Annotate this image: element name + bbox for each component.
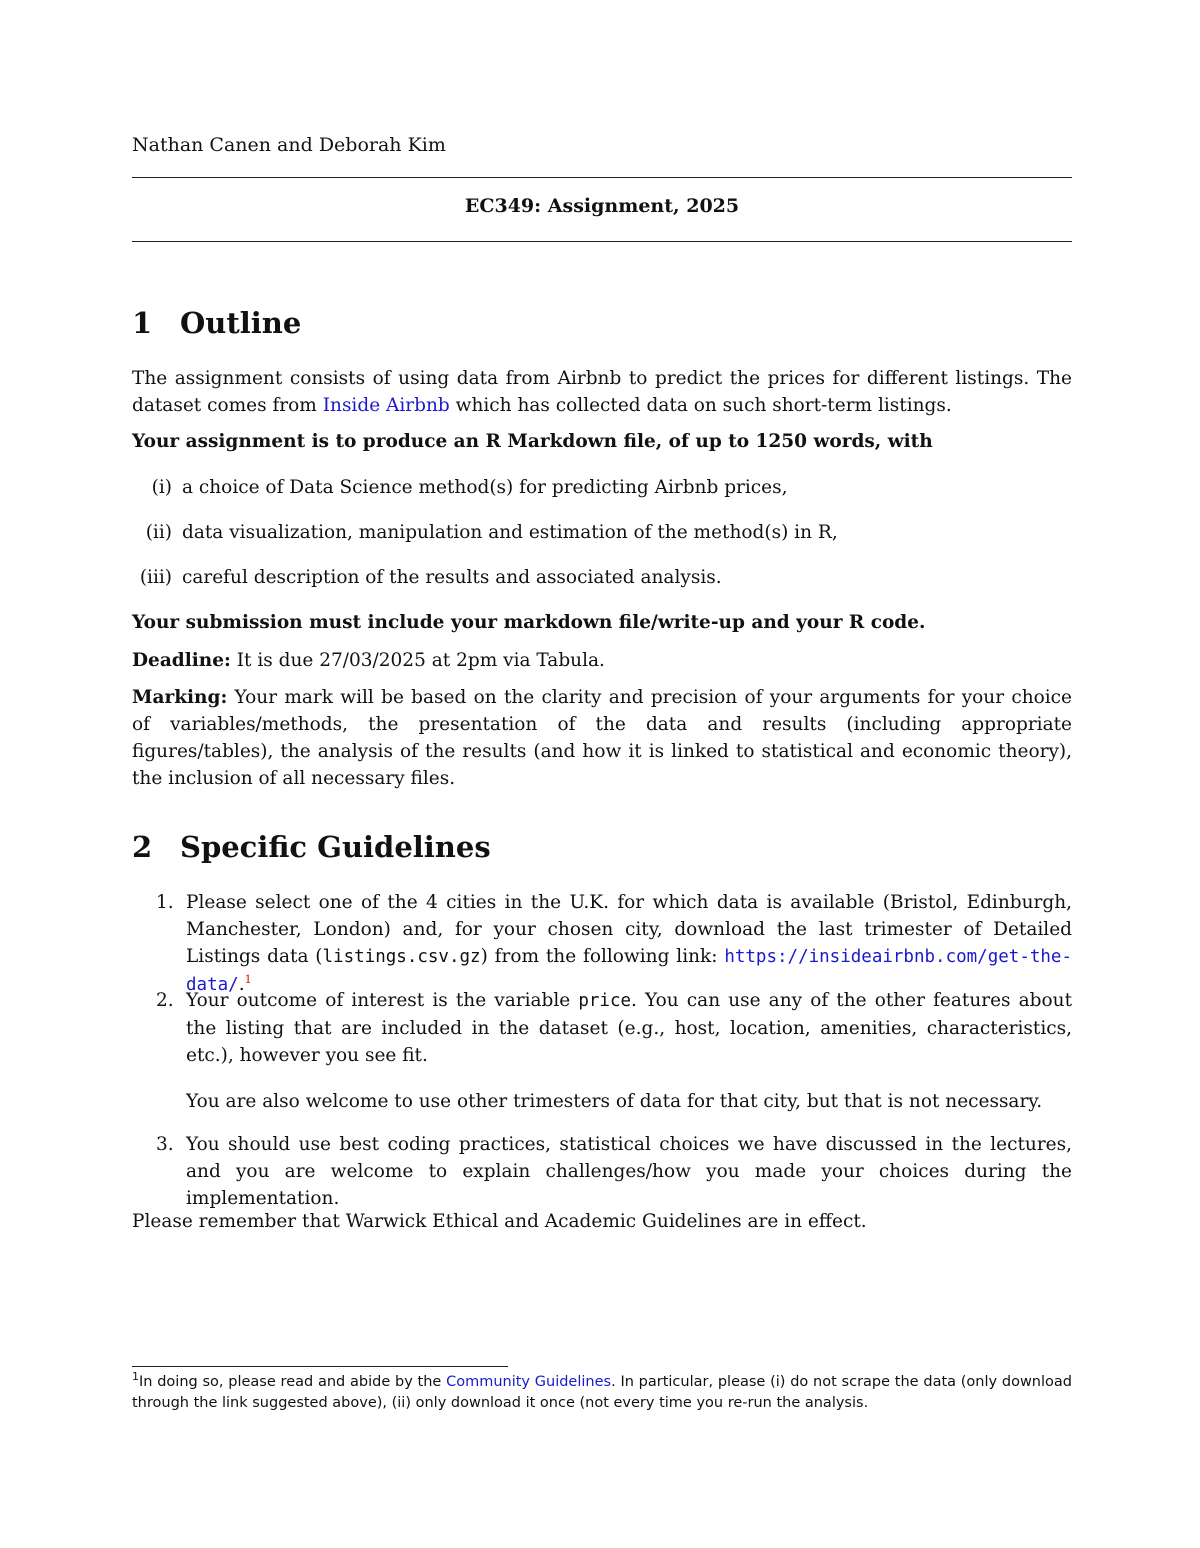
item-label: 3.	[156, 1134, 174, 1155]
deadline-text: It is due 27/03/2025 at 2pm via Tabula.	[230, 650, 605, 671]
intro-text-end: which has collected data on such short-term listings.	[449, 395, 952, 416]
get-the-data-link[interactable]: https://insideairbnb.com/get-the-data/	[186, 947, 1072, 995]
item-text: . You can use any of the other features about the listing that are included in the dataset (e.g., host, location, amenities, characteristics, etc.), however you see fit.	[186, 990, 1073, 1066]
closing-note: Please remember that Warwick Ethical and Academic Guidelines are in effect.	[132, 1211, 867, 1232]
item-label: (i)	[151, 477, 172, 498]
section-number: 2	[132, 830, 153, 864]
item-text: a choice of Data Science method(s) for predicting Airbnb prices,	[182, 477, 788, 498]
list-item	[132, 519, 1072, 546]
item-text: data visualization, manipulation and estimation of the method(s) in R,	[182, 522, 838, 543]
price-variable: price	[578, 991, 632, 1011]
section-heading-guidelines	[132, 830, 491, 864]
footnote-marker[interactable]: 1	[244, 972, 252, 986]
footnote-rule	[132, 1366, 508, 1367]
header-rule-top	[132, 177, 1072, 178]
community-guidelines-link[interactable]: Community Guidelines	[446, 1374, 612, 1390]
list-item	[132, 564, 1072, 591]
item-label: (ii)	[145, 522, 172, 543]
guideline-item-3	[132, 1131, 1072, 1212]
section-title: Specific Guidelines	[180, 830, 491, 864]
item-label: 2.	[156, 990, 174, 1011]
item-text: careful description of the results and associated analysis.	[182, 567, 722, 588]
item-label: 1.	[156, 892, 174, 913]
footnote-text-end: . In particular, please (i) do not scrape the data (only download through the link suggested above), (ii) only download it once (not every time you re-run the analysis.	[132, 1374, 1072, 1411]
guideline-item-1	[132, 889, 1072, 999]
section-heading-outline	[132, 306, 301, 340]
item-text: ) from the following link:	[480, 946, 725, 967]
listings-filename: listings.csv.gz	[322, 947, 481, 967]
intro-text: The assignment consists of using data from Airbnb to predict the prices for different listings. The dataset comes from	[132, 368, 1072, 416]
marking	[132, 684, 1072, 792]
marking-label: Marking:	[132, 687, 228, 708]
item-extra: You are also welcome to use other trimesters of data for that city, but that is not necessary.	[186, 1091, 1043, 1112]
submission-requirement: Your submission must include your markdown file/write-up and your R code.	[132, 612, 926, 633]
marking-text: Your mark will be based on the clarity and precision of your arguments for your choice of variables/methods, the presentation of the data and results (including appropriate figures/tables), the analysis of the results (and how it is linked to statistical and economic theory), the inclusion of all necessary files.	[132, 687, 1072, 789]
intro-paragraph	[132, 365, 1072, 419]
item-body	[186, 889, 1072, 999]
deadline	[132, 647, 1072, 674]
section-title: Outline	[180, 306, 302, 340]
item-label: (iii)	[139, 567, 172, 588]
authors: Nathan Canen and Deborah Kim	[132, 134, 446, 156]
deadline-label: Deadline:	[132, 650, 231, 671]
guideline-item-2	[132, 987, 1072, 1115]
assignment-task: Your assignment is to produce an R Markdown file, of up to 1250 words, with	[132, 431, 933, 452]
item-body	[186, 987, 1072, 1069]
item-text: Please select one of the 4 cities in the U.K. for which data is available (Bristol, Edinburgh, Manchester, London) and, for your chosen city, download the last trimester of Detailed Listings data (	[186, 892, 1072, 967]
document-title: EC349: Assignment, 2025	[464, 195, 740, 217]
item-body: You should use best coding practices, statistical choices we have discussed in the lectures, and you are welcome to explain challenges/how you made your choices during the implementation.	[186, 1134, 1072, 1209]
item-text: .	[238, 974, 245, 995]
header-rule-bottom	[132, 241, 1072, 242]
section-number: 1	[132, 306, 153, 340]
footnote-number: 1	[132, 1370, 139, 1384]
item-text: Your outcome of interest is the variable	[186, 990, 579, 1011]
footnote-text: In doing so, please read and abide by the	[139, 1374, 447, 1390]
inside-airbnb-link[interactable]: Inside Airbnb	[322, 395, 450, 416]
footnote	[132, 1372, 1072, 1414]
list-item	[132, 474, 1072, 501]
